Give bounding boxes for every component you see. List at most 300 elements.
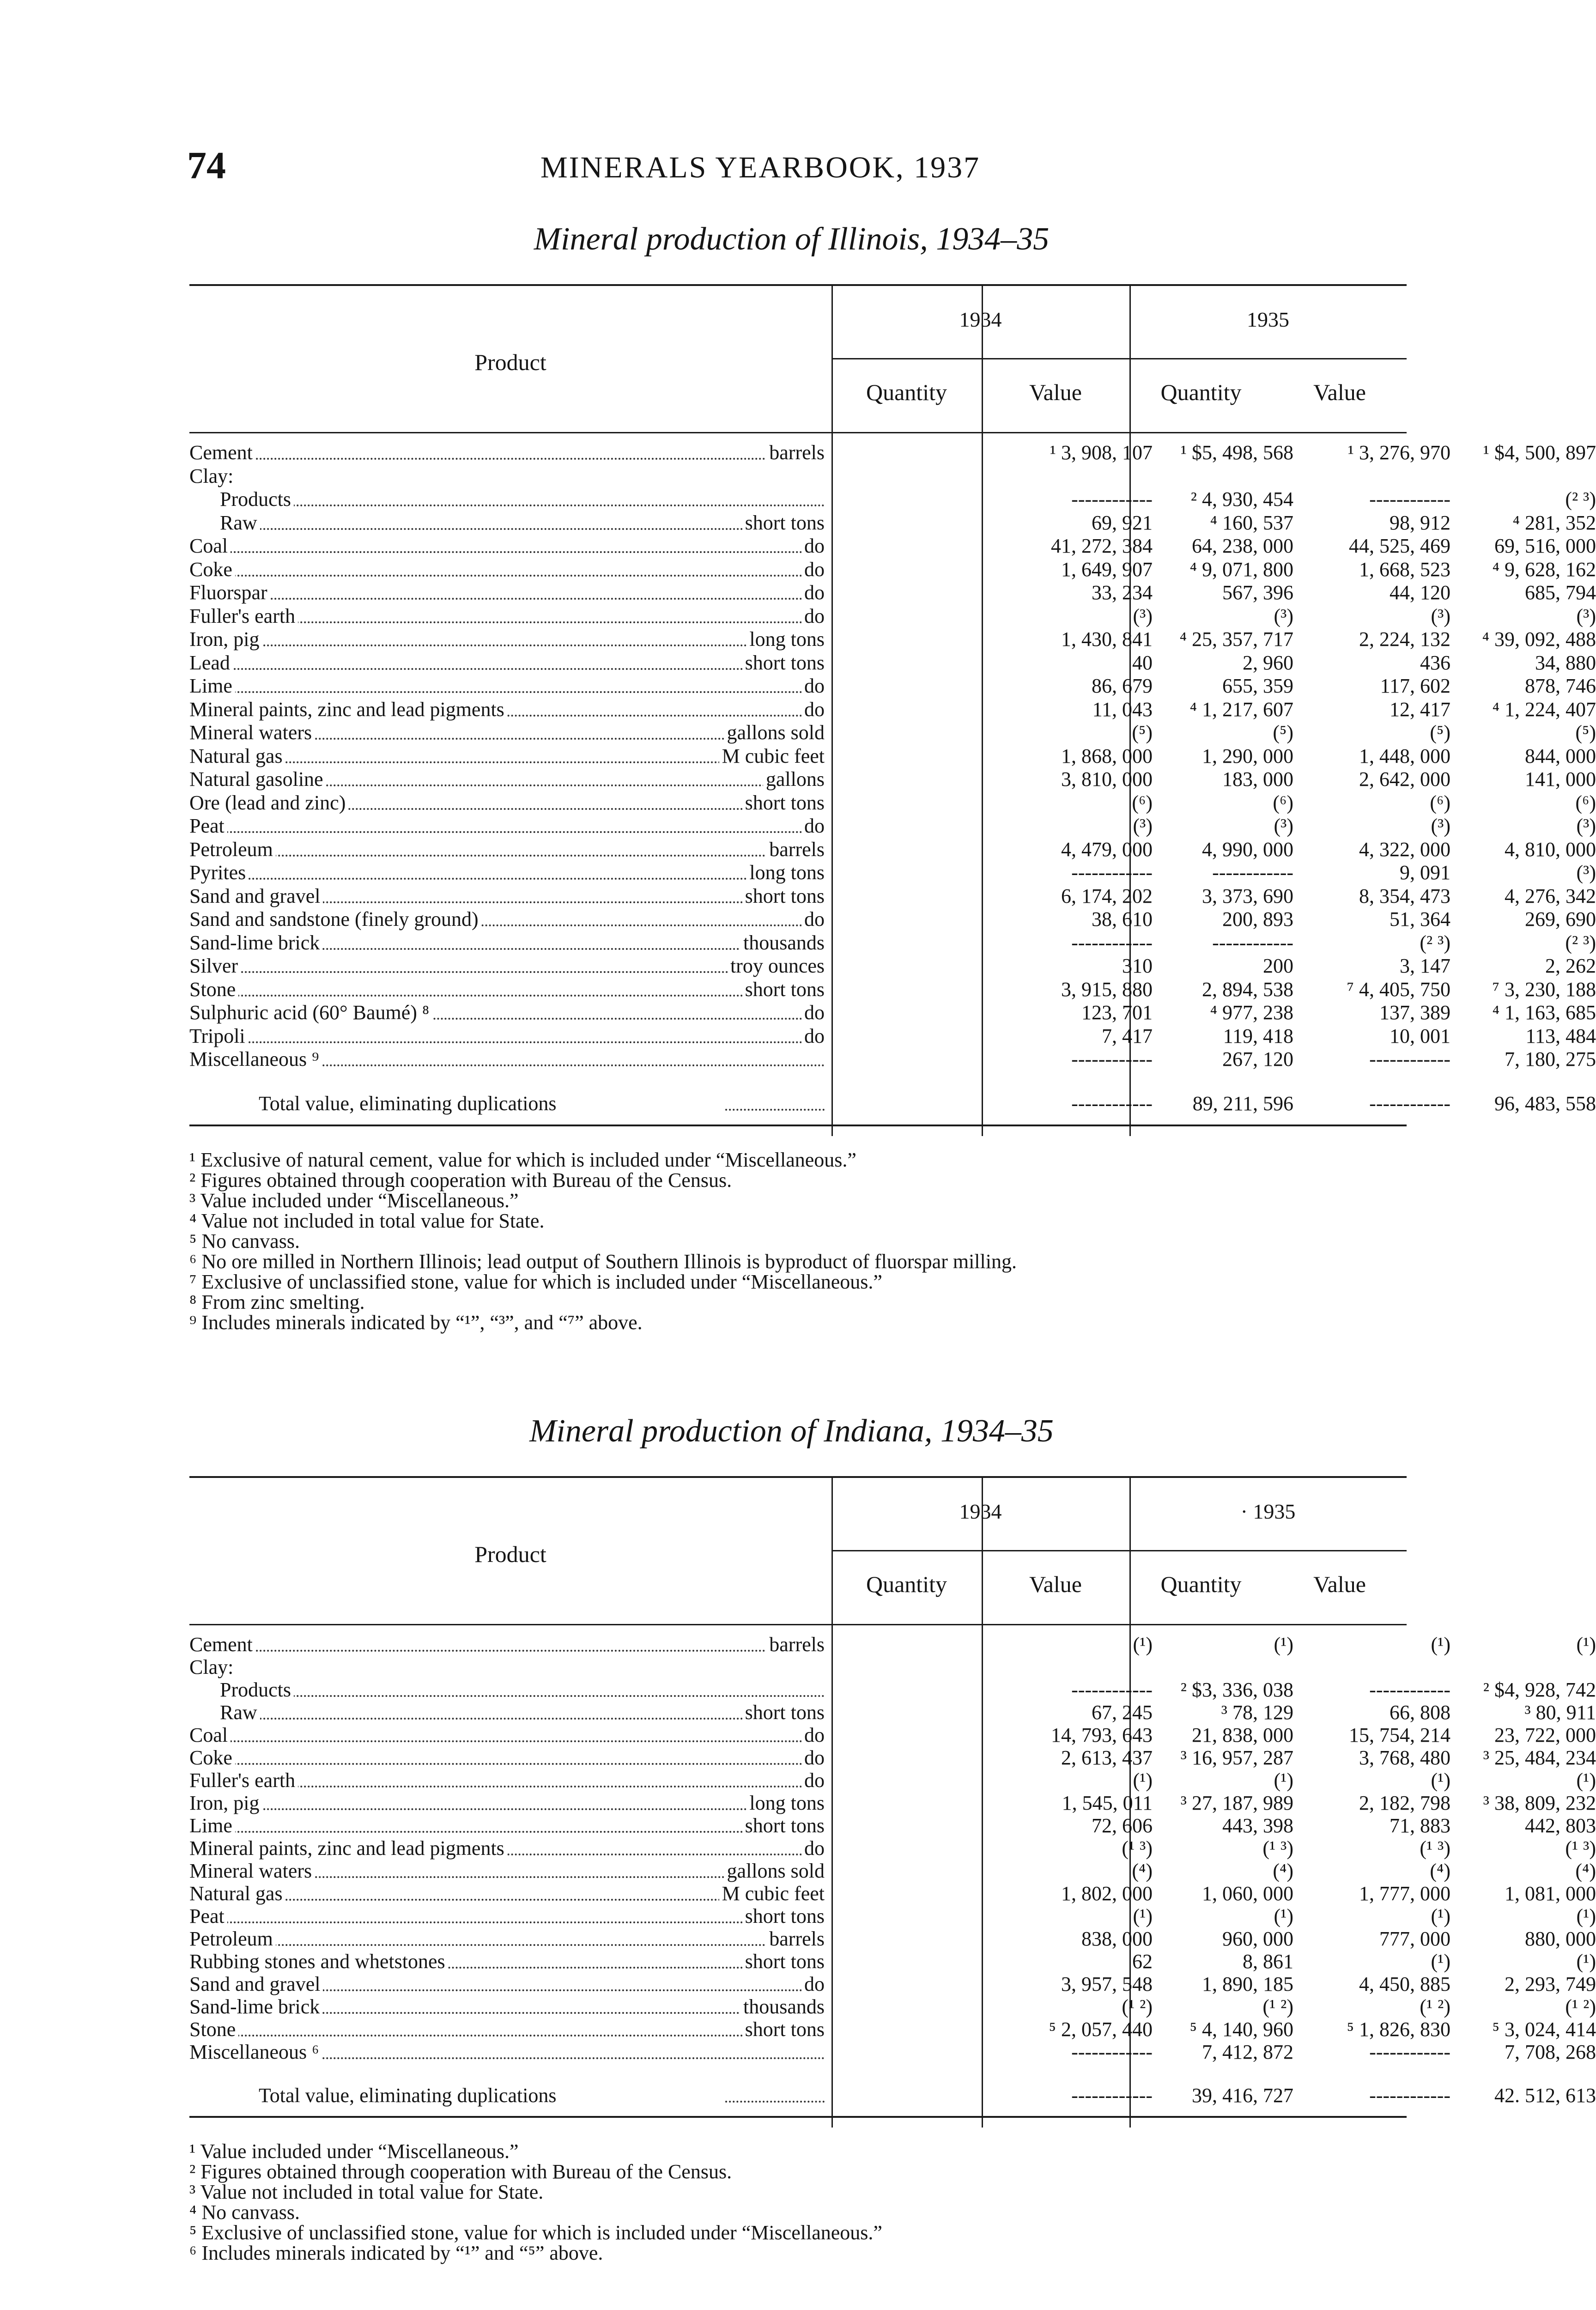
product-name: Sand and gravel xyxy=(189,1973,323,1995)
value-1935: (¹) xyxy=(1576,1905,1596,1927)
value-1935: ⁵ 3, 024, 414 xyxy=(1492,2018,1596,2041)
value-1934: 183, 000 xyxy=(1222,768,1293,790)
product-name: Sand-lime brick xyxy=(189,931,322,954)
unit-label: do xyxy=(801,1025,825,1048)
value-1935: ⁴ 9, 628, 162 xyxy=(1492,558,1596,581)
value-1934: ------------ xyxy=(1212,931,1293,954)
value-1935: 2, 262 xyxy=(1545,954,1596,977)
row-label-cell xyxy=(189,885,825,908)
quantity-1935: 1, 668, 523 xyxy=(1359,558,1450,581)
table-row xyxy=(189,1995,1596,2018)
quantity-1935: 4, 322, 000 xyxy=(1359,838,1450,861)
quantity-1934: 62 xyxy=(1132,1950,1153,1973)
product-name: Cement xyxy=(189,441,255,464)
quantity-1935: ------------ xyxy=(1369,2041,1450,2063)
value-1935: 2, 293, 749 xyxy=(1505,1973,1596,1995)
unit-label: do xyxy=(801,1769,825,1792)
value-1935: ³ 25, 484, 234 xyxy=(1483,1746,1596,1769)
product-name: Raw xyxy=(189,1701,260,1724)
value-1934: 64, 238, 000 xyxy=(1192,535,1293,557)
illinois-rule-header xyxy=(189,432,1407,433)
table-row xyxy=(189,954,1596,978)
value-1935: (¹) xyxy=(1576,1769,1596,1792)
total-quantity-1935: ------------ xyxy=(1369,2084,1450,2107)
quantity-1934: 2, 613, 437 xyxy=(1061,1746,1153,1769)
total-value-1935: 96, 483, 558 xyxy=(1494,1092,1596,1115)
quantity-1935: (⁴) xyxy=(1430,1860,1450,1882)
row-label-cell xyxy=(189,745,825,768)
footnote: ⁶ Includes minerals indicated by “¹” and “⁵” above. xyxy=(189,2242,603,2264)
table-row xyxy=(189,1814,1596,1837)
unit-label: do xyxy=(801,1724,825,1747)
value-1935: (¹ ²) xyxy=(1565,1995,1596,2018)
value-1934: 2, 960 xyxy=(1243,651,1293,674)
table-row xyxy=(189,791,1596,815)
value-1935: 141, 000 xyxy=(1525,768,1596,790)
value-1935: ¹ $4, 500, 897 xyxy=(1483,441,1596,464)
table-row xyxy=(189,511,1596,535)
row-label-cell xyxy=(189,558,825,581)
quantity-1934: 4, 479, 000 xyxy=(1061,838,1153,861)
table-row xyxy=(189,628,1596,651)
table-row xyxy=(189,604,1596,628)
value-1935: (³) xyxy=(1576,861,1596,884)
quantity-1934: 11, 043 xyxy=(1092,698,1153,721)
quantity-1935: ------------ xyxy=(1369,488,1450,511)
table-row xyxy=(189,441,1596,464)
quantity-1935: 4, 450, 885 xyxy=(1359,1973,1450,1995)
quantity-1935: (¹ ³) xyxy=(1420,1837,1450,1860)
quantity-1934: 310 xyxy=(1122,954,1153,977)
value-1934: ³ 27, 187, 989 xyxy=(1180,1792,1293,1814)
unit-label: short tons xyxy=(742,651,825,675)
footnote: ² Figures obtained through cooperation with Bureau of the Census. xyxy=(189,1169,732,1191)
row-label-cell xyxy=(189,1746,825,1769)
product-name: Lime xyxy=(189,675,235,697)
table-row xyxy=(189,744,1596,768)
value-1935: (³) xyxy=(1576,604,1596,627)
total-label: Total value, eliminating duplications xyxy=(259,2084,559,2107)
quantity-1934: 3, 957, 548 xyxy=(1061,1973,1153,1995)
total-row xyxy=(189,2084,1596,2107)
quantity-1935: (¹) xyxy=(1431,1769,1450,1792)
row-label-cell xyxy=(189,1837,825,1860)
value-1935: (² ³) xyxy=(1565,931,1596,954)
value-1934: (¹) xyxy=(1274,1633,1293,1656)
footnote: ¹ Value included under “Miscellaneous.” xyxy=(189,2140,519,2163)
quantity-1934: 69, 921 xyxy=(1092,511,1153,534)
footnote: ⁸ From zinc smelting. xyxy=(189,1291,365,1313)
row-label-cell xyxy=(189,1927,825,1951)
table-row xyxy=(189,978,1596,1001)
value-1934: 655, 359 xyxy=(1222,675,1293,697)
value-1935: 69, 516, 000 xyxy=(1494,535,1596,557)
row-label-cell xyxy=(189,1905,825,1928)
unit-label: barrels xyxy=(766,1927,825,1951)
unit-label: short tons xyxy=(742,1950,825,1973)
quantity-1935: (¹) xyxy=(1431,1950,1450,1973)
value-1934: ² $3, 336, 038 xyxy=(1180,1678,1293,1701)
row-label-cell xyxy=(189,768,825,791)
indiana-header-value-y2: Value xyxy=(1313,1571,1366,1597)
value-1935: 4, 276, 342 xyxy=(1505,884,1596,907)
value-1934: 21, 838, 000 xyxy=(1192,1724,1293,1746)
table-row xyxy=(189,1882,1596,1905)
quantity-1934: 3, 915, 880 xyxy=(1061,978,1153,1001)
row-label-cell xyxy=(189,465,825,488)
product-name: Pyrites xyxy=(189,861,249,884)
quantity-1935: (¹) xyxy=(1431,1633,1450,1656)
quantity-1934: (¹) xyxy=(1133,1769,1153,1792)
table-row xyxy=(189,1701,1596,1724)
table-row xyxy=(189,651,1596,675)
value-1935: 442, 803 xyxy=(1525,1814,1596,1837)
product-name: Lime xyxy=(189,1814,235,1837)
total-row xyxy=(189,1092,1596,1115)
quantity-1935: 2, 642, 000 xyxy=(1359,768,1450,790)
total-value-1935: 42. 512, 613 xyxy=(1494,2084,1596,2107)
product-name: Iron, pig xyxy=(189,1792,262,1814)
indiana-table-title: Mineral production of Indiana, 1934–35 xyxy=(529,1413,1054,1449)
table-row xyxy=(189,2018,1596,2041)
row-label-cell xyxy=(189,1973,825,1996)
product-name: Mineral waters xyxy=(189,721,315,744)
value-1935: ⁴ 1, 224, 407 xyxy=(1492,698,1596,721)
quantity-1935: 44, 525, 469 xyxy=(1349,535,1450,557)
unit-label: do xyxy=(801,605,825,628)
unit-label: M cubic feet xyxy=(719,1882,825,1905)
value-1934: 443, 398 xyxy=(1222,1814,1293,1837)
value-1934: 3, 373, 690 xyxy=(1202,884,1293,907)
quantity-1935: 12, 417 xyxy=(1390,698,1450,721)
quantity-1934: ------------ xyxy=(1071,1048,1153,1070)
row-label-cell xyxy=(189,2018,825,2041)
footnote: ⁶ No ore milled in Northern Illinois; lead output of Southern Illinois is byproduct of fluorspar milling. xyxy=(189,1250,1017,1273)
quantity-1935: (¹ ²) xyxy=(1420,1995,1450,2018)
value-1935: ⁴ 281, 352 xyxy=(1512,511,1596,534)
row-label-cell xyxy=(189,1814,825,1837)
quantity-1935: (³) xyxy=(1431,604,1450,627)
value-1935: (³) xyxy=(1576,815,1596,837)
row-label-cell xyxy=(189,791,825,815)
product-name: Fuller's earth xyxy=(189,605,298,627)
quantity-1934: (⁶) xyxy=(1132,791,1153,814)
quantity-1935: (³) xyxy=(1431,815,1450,837)
quantity-1935: ------------ xyxy=(1369,1048,1450,1070)
footnote: ⁴ Value not included in total value for State. xyxy=(189,1210,545,1232)
product-name: Natural gasoline xyxy=(189,768,326,790)
quantity-1934: 40 xyxy=(1132,651,1153,674)
value-1934: 4, 990, 000 xyxy=(1202,838,1293,861)
value-1934: 567, 396 xyxy=(1222,581,1293,604)
row-label-cell xyxy=(189,605,825,628)
unit-label: do xyxy=(801,535,825,558)
unit-label: barrels xyxy=(766,838,825,861)
product-name: Products xyxy=(189,1678,294,1701)
illinois-header-quantity-y2: Quantity xyxy=(1160,379,1242,405)
quantity-1935: 3, 768, 480 xyxy=(1359,1746,1450,1769)
unit-label: gallons xyxy=(763,768,825,791)
value-1934: 267, 120 xyxy=(1222,1048,1293,1070)
indiana-rule-years xyxy=(831,1550,1407,1551)
table-row xyxy=(189,465,1427,488)
table-row xyxy=(189,1860,1596,1883)
value-1934: (³) xyxy=(1274,815,1293,837)
table-row xyxy=(189,1001,1596,1024)
row-label-cell xyxy=(189,1656,825,1679)
quantity-1935: ¹ 3, 276, 970 xyxy=(1347,441,1450,464)
quantity-1935: 8, 354, 473 xyxy=(1359,884,1450,907)
unit-label: short tons xyxy=(742,2018,825,2041)
value-1935: (¹ ³) xyxy=(1565,1837,1596,1860)
quantity-1935: 777, 000 xyxy=(1379,1927,1450,1950)
illinois-header-quantity-y1: Quantity xyxy=(866,379,947,405)
illinois-header-year2: 1935 xyxy=(1247,308,1289,331)
value-1934: ⁴ 977, 238 xyxy=(1210,1001,1293,1024)
product-name: Sand and sandstone (finely ground) xyxy=(189,908,481,930)
quantity-1935: 2, 224, 132 xyxy=(1359,628,1450,650)
value-1935: (⁵) xyxy=(1575,721,1596,744)
row-label-cell xyxy=(189,535,825,558)
illinois-header-year1: 1934 xyxy=(959,308,1002,331)
table-row xyxy=(189,861,1596,884)
quantity-1934: (¹) xyxy=(1133,1633,1153,1656)
value-1935: (¹) xyxy=(1576,1633,1596,1656)
row-label-cell xyxy=(189,721,825,744)
product-name: Silver xyxy=(189,954,241,977)
product-name: Mineral waters xyxy=(189,1860,315,1882)
unit-label: short tons xyxy=(742,978,825,1001)
illinois-rule-top xyxy=(189,284,1407,286)
unit-label: short tons xyxy=(742,1814,825,1837)
value-1934: ⁴ 160, 537 xyxy=(1210,511,1293,534)
product-name: Coke xyxy=(189,1746,235,1769)
quantity-1935: 9, 091 xyxy=(1400,861,1450,884)
table-row xyxy=(189,884,1596,908)
footnote: ³ Value included under “Miscellaneous.” xyxy=(189,1189,519,1212)
footnote: ¹ Exclusive of natural cement, value for which is included under “Miscellaneous.” xyxy=(189,1149,856,1171)
illinois-rule-years xyxy=(831,358,1407,359)
row-label-cell xyxy=(189,908,825,931)
quantity-1935: (⁵) xyxy=(1430,721,1450,744)
unit-label: M cubic feet xyxy=(719,745,825,768)
illinois-table-title: Mineral production of Illinois, 1934–35 xyxy=(534,221,1050,257)
quantity-1935: 71, 883 xyxy=(1390,1814,1450,1837)
table-row xyxy=(189,1837,1596,1860)
table-row xyxy=(189,1769,1596,1792)
indiana-header-quantity-y1: Quantity xyxy=(866,1571,947,1597)
unit-label: barrels xyxy=(766,1633,825,1656)
quantity-1934: ------------ xyxy=(1071,1678,1153,1701)
quantity-1934: 1, 868, 000 xyxy=(1061,744,1153,767)
product-name: Lead xyxy=(189,651,233,674)
row-label-cell xyxy=(189,1882,825,1905)
row-label-cell xyxy=(189,1724,825,1747)
unit-label: do xyxy=(801,558,825,581)
table-row xyxy=(189,768,1596,791)
value-1935: ⁷ 3, 230, 188 xyxy=(1492,978,1596,1001)
table-row xyxy=(189,838,1596,861)
unit-label: long tons xyxy=(746,628,825,651)
product-name: Raw xyxy=(189,511,260,534)
value-1935: (⁶) xyxy=(1575,791,1596,814)
quantity-1935: ⁷ 4, 405, 750 xyxy=(1347,978,1450,1001)
value-1935: 34, 880 xyxy=(1535,651,1596,674)
table-row xyxy=(189,1950,1596,1973)
quantity-1934: 1, 545, 011 xyxy=(1062,1792,1153,1814)
quantity-1934: 123, 701 xyxy=(1081,1001,1153,1024)
quantity-1935: ⁵ 1, 826, 830 xyxy=(1347,2018,1450,2041)
unit-label: do xyxy=(801,581,825,604)
quantity-1934: (⁵) xyxy=(1132,721,1153,744)
value-1935: ³ 38, 809, 232 xyxy=(1483,1792,1596,1814)
value-1934: 7, 412, 872 xyxy=(1202,2041,1293,2063)
value-1935: 7, 708, 268 xyxy=(1505,2041,1596,2063)
value-1934: 1, 290, 000 xyxy=(1202,744,1293,767)
row-label-cell xyxy=(189,815,825,838)
row-label-cell xyxy=(189,954,825,978)
row-label-cell xyxy=(189,861,825,884)
value-1934: 200 xyxy=(1263,954,1293,977)
product-name: Fluorspar xyxy=(189,581,270,604)
footnote: ⁵ Exclusive of unclassified stone, value for which is included under “Miscellaneous.” xyxy=(189,2221,882,2244)
total-quantity-1934: ------------ xyxy=(1071,2084,1153,2107)
illinois-header-value-y1: Value xyxy=(1029,379,1082,405)
row-label-cell xyxy=(189,1001,825,1024)
table-row xyxy=(189,1973,1596,1996)
quantity-1935: 44, 120 xyxy=(1390,581,1450,604)
value-1934: (¹) xyxy=(1274,1905,1293,1927)
value-1934: (¹ ³) xyxy=(1262,1837,1293,1860)
row-label-cell xyxy=(189,978,825,1001)
table-row xyxy=(189,1792,1596,1815)
quantity-1934: ------------ xyxy=(1071,2041,1153,2063)
quantity-1934: (³) xyxy=(1133,604,1153,627)
quantity-1934: 86, 679 xyxy=(1092,675,1153,697)
quantity-1934: 67, 245 xyxy=(1092,1701,1153,1724)
quantity-1934: (¹) xyxy=(1133,1905,1153,1927)
product-name: Natural gas xyxy=(189,745,285,767)
product-name: Coal xyxy=(189,535,231,557)
table-row xyxy=(189,675,1596,698)
unit-label: short tons xyxy=(742,885,825,908)
quantity-1934: 14, 793, 643 xyxy=(1051,1724,1153,1746)
table-row xyxy=(189,1024,1596,1048)
unit-label: troy ounces xyxy=(728,954,825,978)
indiana-header-value-y1: Value xyxy=(1029,1571,1082,1597)
total-label-cell xyxy=(259,1092,825,1115)
table-row xyxy=(189,1656,1427,1679)
illinois-footnotes xyxy=(189,1150,1017,1333)
value-1934: ⁵ 4, 140, 960 xyxy=(1189,2018,1293,2041)
value-1935: 113, 484 xyxy=(1525,1024,1596,1047)
quantity-1935: (¹) xyxy=(1431,1905,1450,1927)
quantity-1935: ------------ xyxy=(1369,1678,1450,1701)
value-1934: ³ 78, 129 xyxy=(1221,1701,1293,1724)
row-label-cell xyxy=(189,1860,825,1883)
value-1934: (⁶) xyxy=(1273,791,1293,814)
table-row xyxy=(189,1905,1596,1928)
table-row xyxy=(189,1678,1596,1702)
table-row xyxy=(189,698,1596,721)
footnote: ⁹ Includes minerals indicated by “¹”, “³”, and “⁷” above. xyxy=(189,1311,643,1334)
quantity-1935: 117, 602 xyxy=(1380,675,1450,697)
value-1934: 1, 890, 185 xyxy=(1202,1973,1293,1995)
value-1934: (³) xyxy=(1274,604,1293,627)
quantity-1935: 15, 754, 214 xyxy=(1349,1724,1450,1746)
product-name: Peat xyxy=(189,815,227,837)
value-1934: (⁴) xyxy=(1273,1860,1293,1882)
quantity-1934: 38, 610 xyxy=(1092,908,1153,930)
indiana-header-product: Product xyxy=(474,1541,546,1567)
unit-label: do xyxy=(801,675,825,698)
indiana-rule-bottom xyxy=(189,2116,1407,2118)
quantity-1935: 98, 912 xyxy=(1390,511,1450,534)
footnote: ² Figures obtained through cooperation with Bureau of the Census. xyxy=(189,2160,732,2183)
quantity-1934: 6, 174, 202 xyxy=(1061,884,1153,907)
unit-label: thousands xyxy=(740,1995,825,2018)
table-row xyxy=(189,1724,1596,1747)
value-1934: (¹) xyxy=(1274,1769,1293,1792)
table-row xyxy=(189,2041,1596,2064)
quantity-1934: ------------ xyxy=(1071,861,1153,884)
table-row xyxy=(189,721,1596,744)
value-1934: 200, 893 xyxy=(1222,908,1293,930)
table-row xyxy=(189,558,1596,581)
value-1935: 880, 000 xyxy=(1525,1927,1596,1950)
quantity-1934: (⁴) xyxy=(1132,1860,1153,1882)
row-label-cell xyxy=(189,1025,825,1048)
value-1934: 1, 060, 000 xyxy=(1202,1882,1293,1905)
value-1934: ³ 16, 957, 287 xyxy=(1180,1746,1293,1769)
unit-label: gallons sold xyxy=(724,721,825,744)
page-number: 74 xyxy=(187,144,226,187)
quantity-1934: 72, 606 xyxy=(1092,1814,1153,1837)
unit-label: long tons xyxy=(746,861,825,884)
value-1934: ⁴ 9, 071, 800 xyxy=(1189,558,1293,581)
quantity-1935: 1, 777, 000 xyxy=(1359,1882,1450,1905)
value-1935: 685, 794 xyxy=(1525,581,1596,604)
row-label-cell xyxy=(189,1769,825,1792)
product-name: Mineral paints, zinc and lead pigments xyxy=(189,1837,507,1860)
row-label-cell xyxy=(189,931,825,954)
unit-label: do xyxy=(801,908,825,931)
row-label-cell xyxy=(189,488,825,511)
product-name: Sand-lime brick xyxy=(189,1995,322,2018)
quantity-1934: (¹ ³) xyxy=(1122,1837,1153,1860)
unit-label: short tons xyxy=(742,791,825,815)
table-row xyxy=(189,581,1596,604)
total-quantity-1934: ------------ xyxy=(1071,1092,1153,1115)
total-value-1934: 89, 211, 596 xyxy=(1192,1092,1293,1115)
quantity-1935: 66, 808 xyxy=(1390,1701,1450,1724)
table-row xyxy=(189,908,1596,931)
product-name: Clay: xyxy=(189,465,236,487)
value-1934: 8, 861 xyxy=(1243,1950,1293,1973)
quantity-1935: 10, 001 xyxy=(1390,1024,1450,1047)
row-label-cell xyxy=(189,838,825,861)
row-label-cell xyxy=(189,1950,825,1973)
quantity-1935: 2, 182, 798 xyxy=(1359,1792,1450,1814)
value-1934: 960, 000 xyxy=(1222,1927,1293,1950)
quantity-1934: ¹ 3, 908, 107 xyxy=(1050,441,1153,464)
value-1935: 7, 180, 275 xyxy=(1505,1048,1596,1070)
product-name: Fuller's earth xyxy=(189,1769,298,1792)
product-name: Products xyxy=(189,488,294,511)
total-value-1934: 39, 416, 727 xyxy=(1192,2084,1293,2107)
indiana-rule-top xyxy=(189,1476,1407,1478)
quantity-1934: 838, 000 xyxy=(1081,1927,1153,1950)
